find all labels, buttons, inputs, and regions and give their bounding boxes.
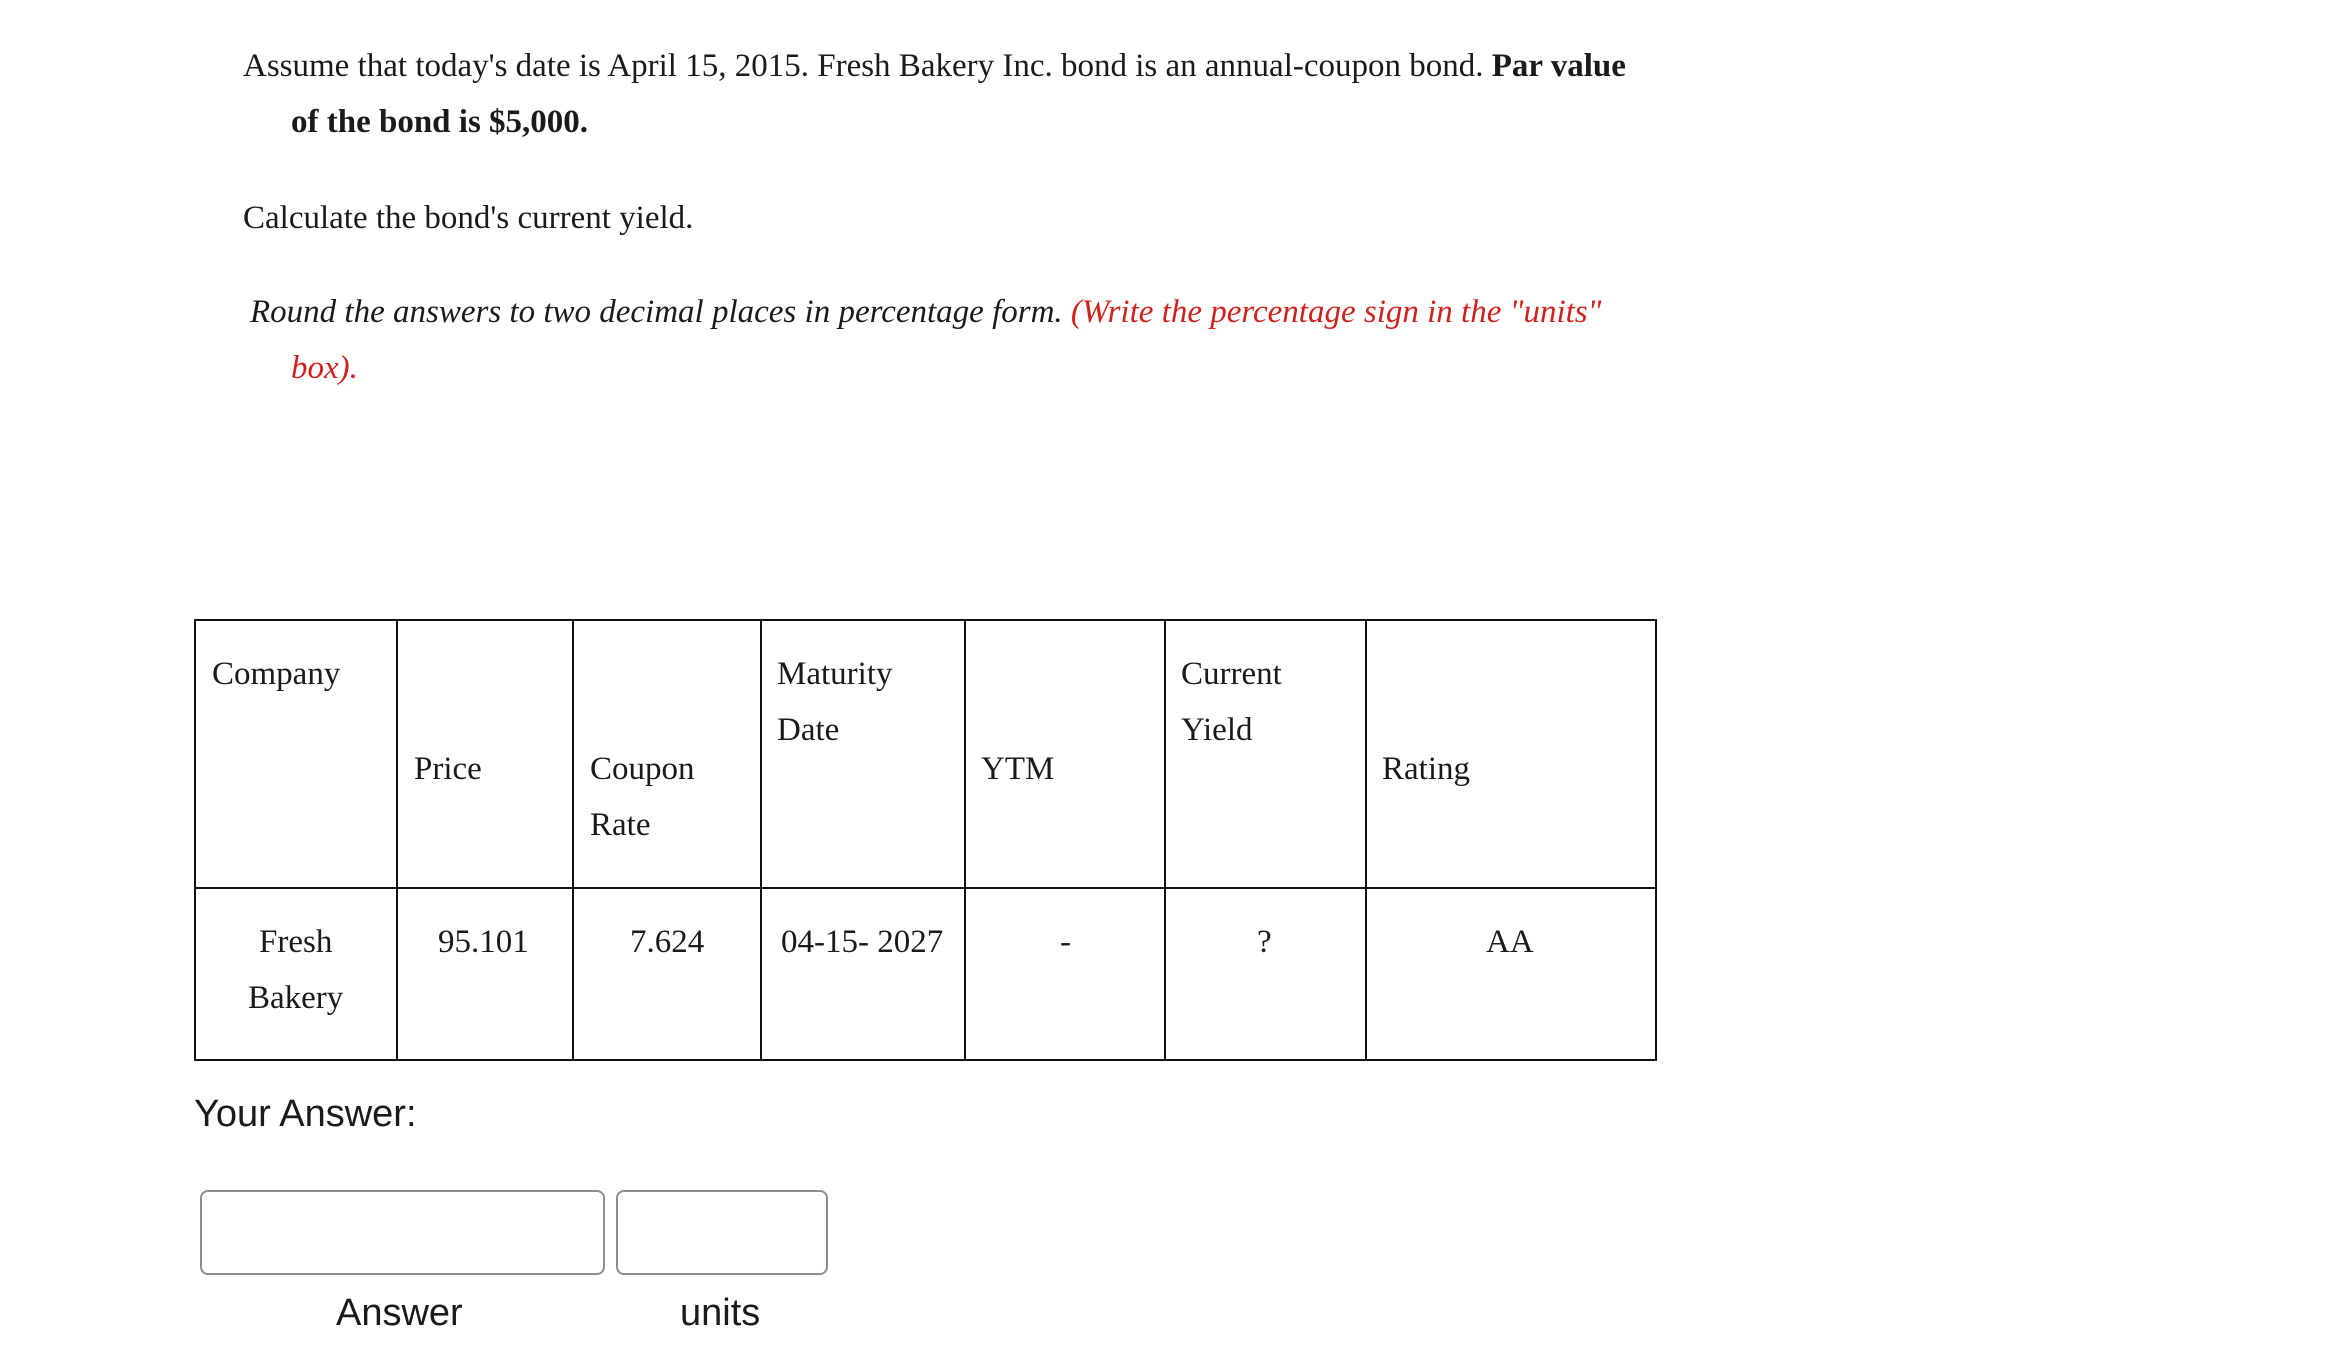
units-input[interactable]	[616, 1190, 828, 1275]
cell-ytm-value: -	[1060, 924, 1071, 960]
header-coupon-label-a: Coupon	[590, 751, 695, 787]
instruction-red-a: (Write the percentage sign in the "units"	[1070, 294, 1602, 330]
bond-table	[194, 619, 1657, 1061]
header-maturity-label-b: Date	[777, 712, 840, 748]
header-coupon-rate	[573, 620, 761, 888]
table-header-row	[195, 620, 1656, 888]
units-field-label: units	[680, 1292, 761, 1334]
cell-company	[195, 888, 397, 1060]
answer-input[interactable]	[200, 1190, 605, 1275]
cell-rating-value: AA	[1486, 924, 1534, 960]
header-company	[195, 620, 397, 888]
cell-coupon-value: 7.624	[630, 924, 705, 960]
cell-maturity-value: 04-15- 2027	[781, 924, 944, 960]
cell-price	[397, 888, 573, 1060]
question-instruction-line2: box).	[291, 350, 358, 386]
question-intro-text: Assume that today's date is April 15, 2015. Fresh Bakery Inc. bond is an annual-coupon bond.	[243, 48, 1484, 84]
cell-current-value: ?	[1257, 924, 1272, 960]
header-ytm-label: YTM	[981, 751, 1055, 787]
header-maturity-date	[761, 620, 965, 888]
cell-ytm	[965, 888, 1165, 1060]
cell-current-yield	[1165, 888, 1366, 1060]
table-row	[195, 888, 1656, 1060]
header-rating-label: Rating	[1382, 751, 1470, 787]
header-current-label-b: Yield	[1181, 712, 1253, 748]
cell-coupon	[573, 888, 761, 1060]
header-maturity-label-a: Maturity	[777, 656, 893, 692]
instruction-italic: Round the answers to two decimal places in percentage form.	[250, 294, 1063, 330]
cell-price-value: 95.101	[438, 924, 529, 960]
header-rating	[1366, 620, 1656, 888]
header-coupon-label-b: Rate	[590, 807, 651, 843]
header-company-label: Company	[212, 656, 341, 692]
cell-maturity	[761, 888, 965, 1060]
cell-company-a: Fresh	[259, 924, 333, 960]
header-price	[397, 620, 573, 888]
header-current-label-a: Current	[1181, 656, 1282, 692]
your-answer-heading: Your Answer:	[194, 1093, 417, 1135]
question-task: Calculate the bond's current yield.	[243, 200, 694, 236]
header-price-label: Price	[414, 751, 482, 787]
question-intro-line2: of the bond is $5,000.	[291, 104, 589, 140]
cell-company-b: Bakery	[248, 980, 344, 1016]
question-instruction-line1	[250, 284, 1601, 340]
question-intro-line1	[243, 38, 1626, 94]
header-ytm	[965, 620, 1165, 888]
answer-field-label: Answer	[336, 1292, 463, 1334]
header-current-yield	[1165, 620, 1366, 888]
question-intro-bold-a: Par value	[1491, 48, 1626, 84]
cell-rating	[1366, 888, 1656, 1060]
